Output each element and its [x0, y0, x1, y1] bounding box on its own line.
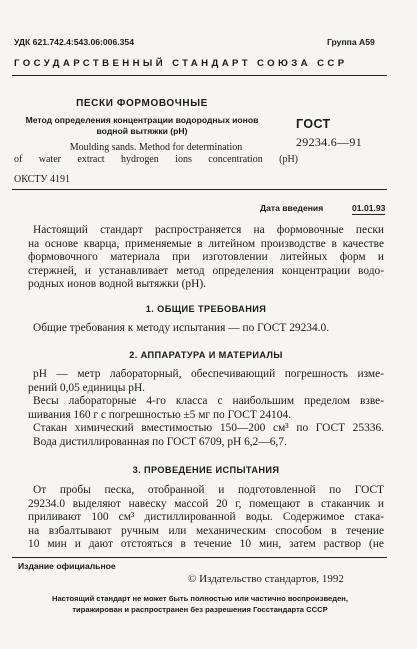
oksty-code: ОКСТУ 4191 — [14, 174, 71, 185]
section-2-line: Вода дистиллированная по ГОСТ 6709, рН 6,2—6,7. — [33, 435, 287, 448]
standard-title: ГОСУДАРСТВЕННЫЙ СТАНДАРТ СОЮЗА ССР — [14, 58, 348, 69]
intro-line: родных ионов водной вытяжки (рН). — [28, 278, 206, 291]
doc-subtitle — [8, 115, 276, 136]
section-2-line: рений 0,05 единицы рН. — [28, 381, 146, 394]
title-rule — [12, 189, 387, 190]
section-2-line: Стакан химический вместимостью 150—200 см³ по ГОСТ 25336. — [33, 422, 384, 435]
gost-number: 29234.6—91 — [296, 135, 362, 149]
doc-title: ПЕСКИ ФОРМОВОЧНЫЕ — [76, 98, 208, 109]
doc-subtitle-line2: водной вытяжки (рН) — [96, 125, 188, 136]
section-2-body — [28, 368, 384, 450]
section-1-text: Общие требования к методу испытания — по ГОСТ 29234.0. — [33, 322, 330, 334]
section-3-heading: 3. ПРОВЕДЕНИЕ ИСПЫТАНИЯ — [132, 465, 280, 475]
section-2-line: рН — метр лабораторный, обеспечивающий погрешность изме- — [33, 368, 384, 380]
intro-date-value: 01.01.93 — [352, 203, 386, 213]
intro-paragraph — [28, 224, 384, 292]
intro-line: стержней, и устанавливает метод определения концентрации водо- — [28, 264, 384, 277]
group-code: Группа А59 — [327, 37, 375, 47]
copyright-notice — [10, 594, 390, 615]
section-1-heading: 1. ОБЩИЕ ТРЕБОВАНИЯ — [145, 304, 267, 314]
header-rule — [12, 75, 387, 76]
footer-rule — [12, 557, 387, 558]
section-3-line: 10 мин и дают отстояться в течение 10 мин, затем раствор (не — [28, 538, 384, 551]
doc-subtitle-line1: Метод определения концентрации водородных ионов — [25, 115, 259, 125]
intro-line: на основе кварца, применяемые в литейном производстве в качестве — [28, 237, 384, 250]
intro-line: Настоящий стандарт распространяется на формовочные пески — [33, 224, 384, 236]
section-2-line: Весы лабораторные 4-го класса с наибольшим пределом взве- — [33, 395, 384, 408]
gost-label: ГОСТ — [296, 117, 331, 131]
copyright-notice-line2: тиражирован и распространен без разрешения Госстандарта СССР — [72, 604, 328, 614]
copyright: © Издательство стандартов, 1992 — [188, 573, 344, 585]
intro-date-label: Дата введения — [260, 203, 324, 213]
doc-title-english — [14, 142, 298, 166]
section-3-line: От пробы песка, отобранной и подготовленной по ГОСТ — [33, 484, 384, 496]
section-3-line: приливают 100 см³ дистиллированной воды. Содержимое стака- — [28, 511, 384, 524]
official-edition: Издание официальное — [18, 561, 116, 571]
section-2-line: шивания 160 г с погрешностью ±5 мг по ГОСТ 24104. — [28, 408, 291, 421]
doc-title-english-line1: Moulding sands. Method for determination — [69, 142, 243, 153]
copyright-notice-line1: Настоящий стандарт не может быть полностью или частично воспроизведен, — [51, 594, 349, 603]
doc-title-english-line2: of water extract hydrogen ions concentration (pH) — [14, 154, 298, 166]
udk-code: УДК 621.742.4:543.06:006.354 — [14, 37, 134, 47]
section-3-line: 29234.0 выделяют навеску массой 20 г, помещают в стаканчик и — [28, 497, 384, 510]
intro-line: формовочного материала при изготовлении литейных форм и — [28, 251, 384, 264]
section-3-line: на взбалтывают ручным или механическим способом в течение — [28, 524, 384, 537]
section-3-body — [28, 484, 384, 552]
section-2-heading: 2. АППАРАТУРА И МАТЕРИАЛЫ — [129, 350, 283, 360]
